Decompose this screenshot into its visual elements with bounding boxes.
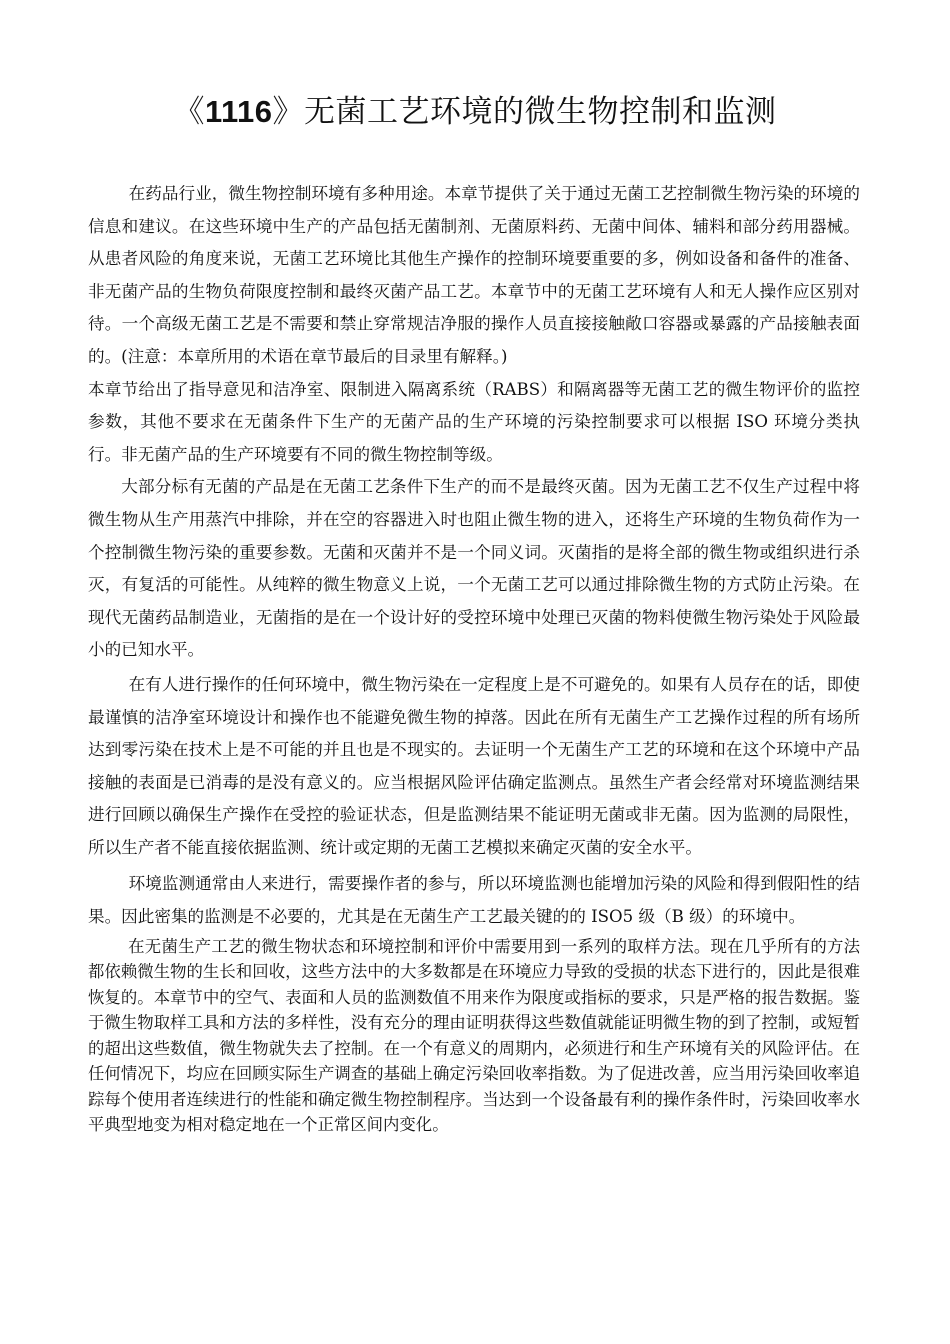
- title-number: 1116: [204, 94, 273, 129]
- paragraph-sampling-methods: 在无菌生产工艺的微生物状态和环境控制和评价中需要用到一系列的取样方法。现在几乎所有的方法都依赖微生物的生长和回收，这些方法中的大多数都是在环境应力导致的受损的状态下进行的，因此是很难恢复的。本章节中的空气、表面和人员的监测数值不用来作为限度或指标的要求，只是严格的报告数据。鉴于微生物取样工具和方法的多样性，没有充分的理由证明获得这些数值就能证明微生物的到了控制，或短暂的超出这些数值，微生物就失去了控制。在一个有意义的周期内，必须进行和生产环境有关的风险评估。在任何情况下，均应在回顾实际生产调查的基础上确定污染回收率指数。为了促进改善，应当用污染回收率追踪每个使用者连续进行的性能和确定微生物控制程序。当达到一个设备最有利的操作条件时，污染回收率水平典型地变为相对稳定地在一个正常区间内变化。: [88, 936, 860, 1135]
- title-suffix: 》无菌工艺环境的微生物控制和监测: [272, 94, 777, 130]
- paragraph-monitoring-risk: 环境监测通常由人来进行，需要操作者的参与，所以环境监测也能增加污染的风险和得到假阳性的结果。因此密集的监测是不必要的，尤其是在无菌生产工艺最关键的的 ISO5 级（B 级）的环境中。: [88, 874, 860, 927]
- page-title: [0, 88, 950, 136]
- paragraph-scope: 本章节给出了指导意见和洁净室、限制进入隔离系统（RABS）和隔离器等无菌工艺的微生物评价的监控参数，其他不要求在无菌条件下生产的无菌产品的生产环境的污染控制要求可以根据 ISO 环境分类执行。非无菌产品的生产环境要有不同的微生物控制等级。: [88, 379, 860, 464]
- paragraph-intro: 在药品行业，微生物控制环境有多种用途。本章节提供了关于通过无菌工艺控制微生物污染的环境的信息和建议。在这些环境中生产的产品包括无菌制剂、无菌原料药、无菌中间体、辅料和部分药用器械。从患者风险的角度来说，无菌工艺环境比其他生产操作的控制环境要重要的多，例如设备和备件的准备、非无菌产品的生物负荷限度控制和最终灭菌产品工艺。本章节中的无菌工艺环境有人和无人操作应区别对待。一个高级无菌工艺是不需要和禁止穿常规洁净服的操作人员直接接触敞口容器或暴露的产品接触表面的。(注意：本章所用的术语在章节最后的目录里有解释。): [88, 184, 860, 366]
- title-prefix: 《: [173, 94, 205, 130]
- paragraph-aseptic-definition: 大部分标有无菌的产品是在无菌工艺条件下生产的而不是最终灭菌。因为无菌工艺不仅生产过程中将微生物从生产用蒸汽中排除，并在空的容器进入时也阻止微生物的进入，还将生产环境的生物负荷作为一个控制微生物污染的重要参数。无菌和灭菌并不是一个同义词。灭菌指的是将全部的微生物或组织进行杀灭，有复活的可能性。从纯粹的微生物意义上说，一个无菌工艺可以通过排除微生物的方式防止污染。在现代无菌药品制造业，无菌指的是在一个设计好的受控环境中处理已灭菌的物料使微生物污染处于风险最小的已知水平。: [88, 477, 860, 660]
- document-body: [88, 178, 860, 1138]
- paragraph-contamination: 在有人进行操作的任何环境中，微生物污染在一定程度上是不可避免的。如果有人员存在的话，即使最谨慎的洁净室环境设计和操作也不能避免微生物的掉落。因此在所有无菌生产工艺操作过程的所有场所达到零污染在技术上是不可能的并且也是不现实的。去证明一个无菌生产工艺的环境和在这个环境中产品接触的表面是已消毒的是没有意义的。应当根据风险评估确定监测点。虽然生产者会经常对环境监测结果进行回顾以确保生产操作在受控的验证状态，但是监测结果不能证明无菌或非无菌。因为监测的局限性，所以生产者不能直接依据监测、统计或定期的无菌工艺模拟来确定灭菌的安全水平。: [88, 674, 860, 857]
